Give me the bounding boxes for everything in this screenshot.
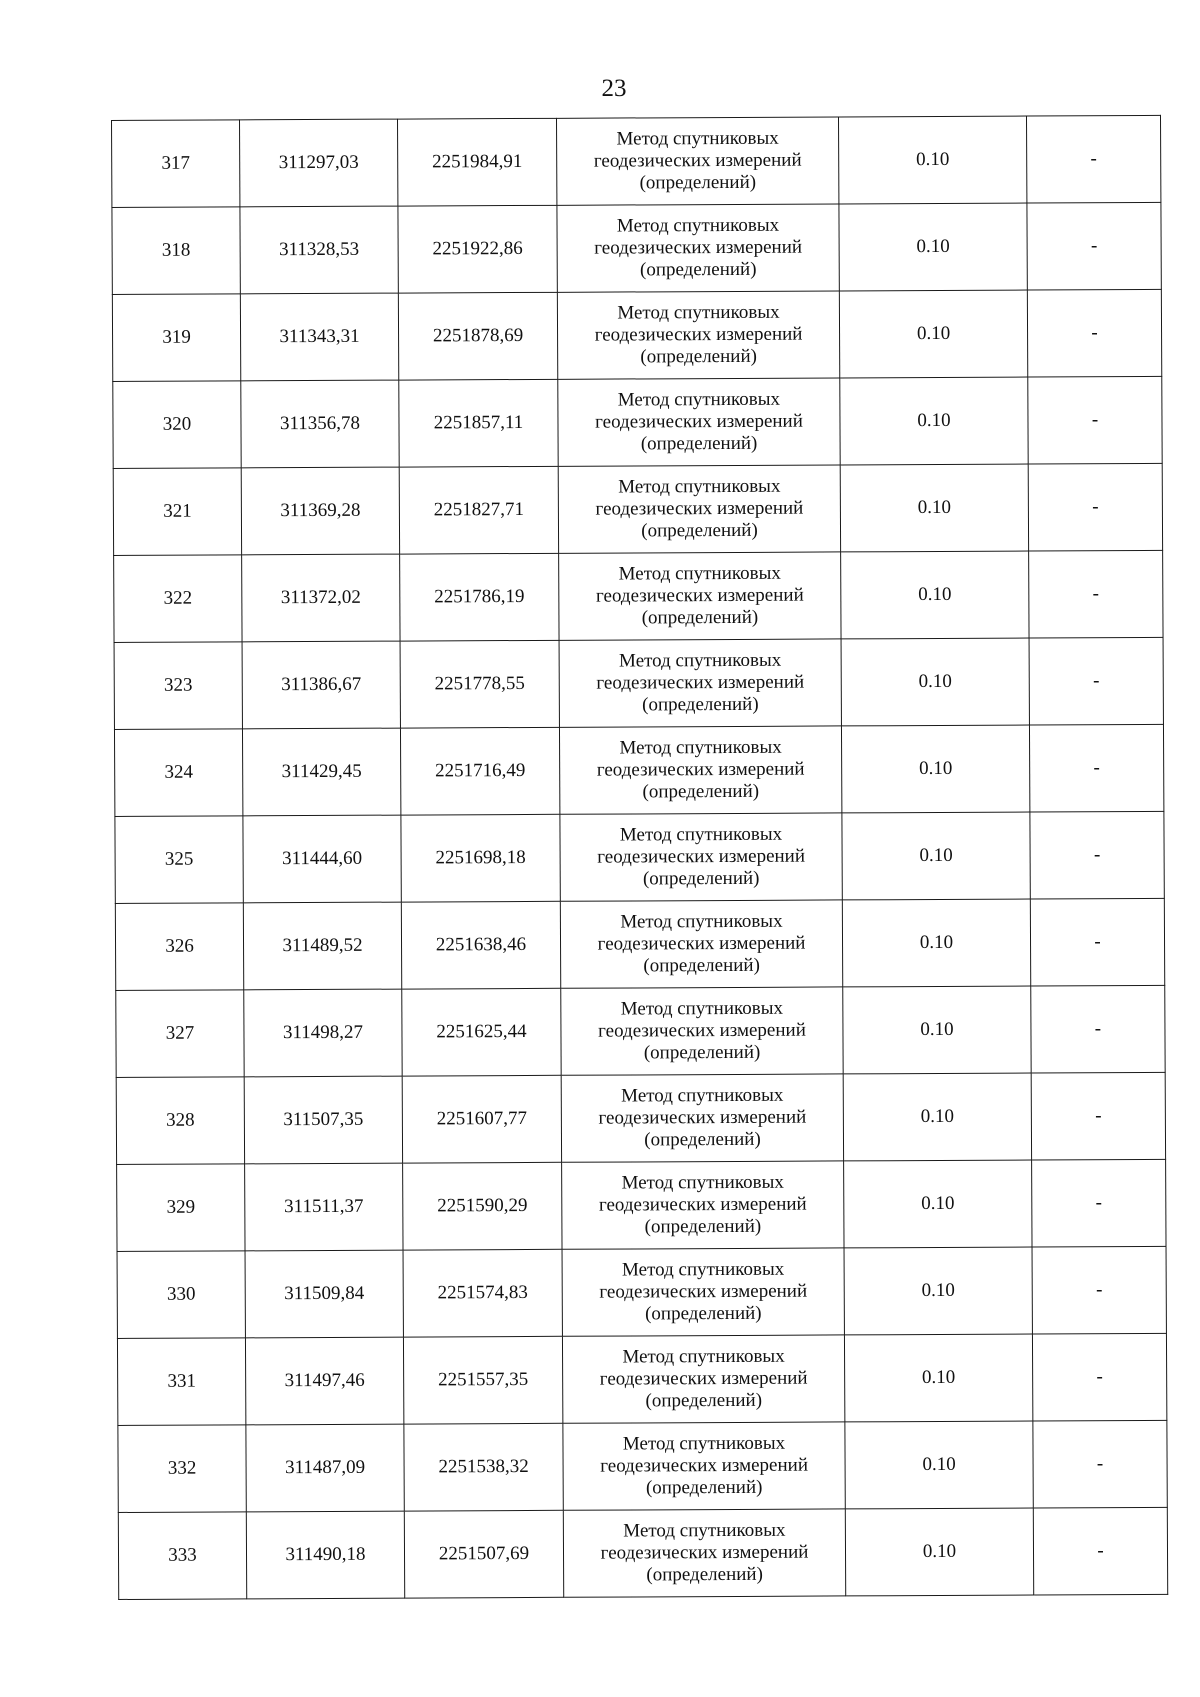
x-coordinate-cell: 311429,45 xyxy=(242,728,400,816)
method-line: геодезических измерений xyxy=(593,149,802,172)
method-cell xyxy=(559,726,841,814)
accuracy-cell: 0.10 xyxy=(844,1160,1032,1248)
method-line: Метод спутниковых xyxy=(622,1432,786,1455)
method-cell xyxy=(560,813,842,901)
y-coordinate-cell: 2251778,55 xyxy=(400,640,559,728)
method-line: геодезических измерений xyxy=(598,1019,806,1042)
point-number-cell: 324 xyxy=(114,729,242,817)
note-cell: - xyxy=(1027,289,1161,377)
accuracy-cell: 0.10 xyxy=(839,290,1027,378)
accuracy-cell: 0.10 xyxy=(843,1073,1031,1161)
method-cell xyxy=(558,465,840,553)
note-cell: - xyxy=(1029,724,1163,812)
note-cell: - xyxy=(1031,1072,1165,1160)
x-coordinate-cell: 311356,78 xyxy=(241,380,399,468)
method-line: Метод спутниковых xyxy=(618,649,782,672)
note-cell: - xyxy=(1029,637,1163,725)
y-coordinate-cell: 2251786,19 xyxy=(400,553,559,641)
table-row xyxy=(112,115,1161,207)
point-number-cell: 326 xyxy=(115,903,243,991)
accuracy-cell: 0.10 xyxy=(845,1508,1033,1596)
accuracy-cell: 0.10 xyxy=(843,986,1031,1074)
table-row xyxy=(113,463,1162,555)
point-number-cell: 327 xyxy=(116,990,244,1078)
method-line: (определений) xyxy=(642,867,760,890)
method-line: Метод спутниковых xyxy=(619,736,782,759)
note-cell: - xyxy=(1029,550,1163,638)
y-coordinate-cell: 2251857,11 xyxy=(399,379,558,467)
accuracy-cell: 0.10 xyxy=(840,377,1028,465)
method-line: Метод спутниковых xyxy=(618,562,781,585)
point-number-cell: 318 xyxy=(112,207,240,295)
method-line: Метод спутниковых xyxy=(616,214,780,237)
method-line: Метод спутниковых xyxy=(621,1258,785,1281)
method-line: геодезических измерений xyxy=(600,1454,809,1477)
method-line: Метод спутниковых xyxy=(617,388,781,411)
table-row xyxy=(116,985,1165,1077)
method-line: геодезических измерений xyxy=(600,1541,809,1564)
x-coordinate-cell: 311490,18 xyxy=(246,1511,404,1599)
note-cell: - xyxy=(1028,376,1162,464)
point-number-cell: 323 xyxy=(114,642,242,730)
method-line: Метод спутниковых xyxy=(621,1084,784,1107)
method-line: геодезических измерений xyxy=(594,236,803,259)
method-line: (определений) xyxy=(643,954,760,977)
y-coordinate-cell: 2251625,44 xyxy=(402,988,561,1076)
method-line: геодезических измерений xyxy=(595,584,804,607)
method-cell xyxy=(558,378,840,466)
y-coordinate-cell: 2251574,83 xyxy=(403,1249,562,1337)
method-line: (определений) xyxy=(645,1476,763,1499)
method-cell xyxy=(562,1248,844,1336)
point-number-cell: 320 xyxy=(113,381,241,469)
y-coordinate-cell: 2251827,71 xyxy=(399,466,558,554)
method-line: (определений) xyxy=(646,1563,763,1586)
coordinates-table-body xyxy=(112,115,1168,1599)
method-line: Метод спутниковых xyxy=(618,475,781,498)
point-number-cell: 317 xyxy=(112,120,240,208)
method-cell xyxy=(557,204,839,292)
y-coordinate-cell: 2251984,91 xyxy=(397,118,556,206)
point-number-cell: 333 xyxy=(118,1512,246,1600)
method-line: геодезических измерений xyxy=(598,1193,807,1216)
y-coordinate-cell: 2251557,35 xyxy=(403,1336,562,1424)
x-coordinate-cell: 311509,84 xyxy=(245,1250,403,1338)
method-line: геодезических измерений xyxy=(595,497,804,520)
point-number-cell: 331 xyxy=(117,1338,245,1426)
note-cell: - xyxy=(1027,202,1161,290)
y-coordinate-cell: 2251507,69 xyxy=(404,1510,563,1598)
note-cell: - xyxy=(1026,115,1160,203)
table-row xyxy=(118,1507,1167,1599)
method-line: (определений) xyxy=(642,693,759,716)
coordinates-table xyxy=(111,115,1168,1600)
note-cell: - xyxy=(1032,1246,1166,1334)
table-row xyxy=(115,811,1164,903)
note-cell: - xyxy=(1032,1333,1166,1421)
point-number-cell: 330 xyxy=(117,1251,245,1339)
y-coordinate-cell: 2251698,18 xyxy=(401,814,560,902)
method-line: (определений) xyxy=(641,606,759,629)
method-cell xyxy=(563,1509,845,1597)
method-line: геодезических измерений xyxy=(594,323,803,346)
method-line: (определений) xyxy=(639,258,757,281)
x-coordinate-cell: 311386,67 xyxy=(242,641,400,729)
method-cell xyxy=(561,1074,843,1162)
method-line: (определений) xyxy=(643,1041,761,1064)
table-row xyxy=(112,289,1161,381)
x-coordinate-cell: 311497,46 xyxy=(245,1337,403,1425)
accuracy-cell: 0.10 xyxy=(841,551,1029,639)
method-cell xyxy=(556,117,838,205)
accuracy-cell: 0.10 xyxy=(838,116,1026,204)
method-line: (определений) xyxy=(640,432,758,455)
point-number-cell: 325 xyxy=(115,816,243,904)
y-coordinate-cell: 2251638,46 xyxy=(401,901,560,989)
note-cell: - xyxy=(1030,898,1164,986)
table-row xyxy=(117,1246,1166,1338)
method-cell xyxy=(561,987,843,1075)
table-row xyxy=(118,1420,1167,1512)
y-coordinate-cell: 2251878,69 xyxy=(398,292,557,380)
method-line: Метод спутниковых xyxy=(623,1519,786,1542)
note-cell: - xyxy=(1032,1159,1166,1247)
method-line: геодезических измерений xyxy=(595,410,803,433)
method-line: (определений) xyxy=(639,171,757,194)
method-line: геодезических измерений xyxy=(596,758,805,781)
point-number-cell: 322 xyxy=(114,555,242,643)
accuracy-cell: 0.10 xyxy=(841,638,1029,726)
method-line: Метод спутниковых xyxy=(620,910,783,933)
method-cell xyxy=(559,552,841,640)
method-cell xyxy=(557,291,839,379)
table-row xyxy=(117,1333,1166,1425)
x-coordinate-cell: 311297,03 xyxy=(240,119,398,207)
table-row xyxy=(113,376,1162,468)
accuracy-cell: 0.10 xyxy=(844,1334,1032,1422)
table-row xyxy=(117,1159,1166,1251)
table-row xyxy=(116,1072,1165,1164)
accuracy-cell: 0.10 xyxy=(839,203,1027,291)
page-number: 23 xyxy=(601,75,627,102)
point-number-cell: 329 xyxy=(117,1164,245,1252)
method-cell xyxy=(560,900,842,988)
method-line: Метод спутниковых xyxy=(619,823,783,846)
y-coordinate-cell: 2251590,29 xyxy=(403,1162,562,1250)
table-row xyxy=(115,898,1164,990)
method-line: геодезических измерений xyxy=(596,671,805,694)
method-line: геодезических измерений xyxy=(597,845,806,868)
table-row xyxy=(114,637,1163,729)
method-line: геодезических измерений xyxy=(597,932,806,955)
method-line: (определений) xyxy=(644,1215,762,1238)
x-coordinate-cell: 311444,60 xyxy=(243,815,401,903)
x-coordinate-cell: 311343,31 xyxy=(240,293,398,381)
accuracy-cell: 0.10 xyxy=(842,812,1030,900)
method-line: (определений) xyxy=(640,345,757,368)
accuracy-cell: 0.10 xyxy=(841,725,1029,813)
method-line: геодезических измерений xyxy=(598,1106,807,1129)
method-line: Метод спутниковых xyxy=(622,1345,785,1368)
method-line: Метод спутниковых xyxy=(620,997,784,1020)
y-coordinate-cell: 2251607,77 xyxy=(402,1075,561,1163)
table-row xyxy=(114,724,1163,816)
method-line: (определений) xyxy=(644,1128,761,1151)
table-row xyxy=(112,202,1161,294)
note-cell: - xyxy=(1031,985,1165,1073)
y-coordinate-cell: 2251716,49 xyxy=(400,727,559,815)
x-coordinate-cell: 311511,37 xyxy=(245,1163,403,1251)
method-line: (определений) xyxy=(645,1302,762,1325)
note-cell: - xyxy=(1033,1420,1167,1508)
x-coordinate-cell: 311372,02 xyxy=(242,554,400,642)
x-coordinate-cell: 311369,28 xyxy=(241,467,399,555)
method-cell xyxy=(562,1335,844,1423)
x-coordinate-cell: 311498,27 xyxy=(244,989,402,1077)
accuracy-cell: 0.10 xyxy=(842,899,1030,987)
note-cell: - xyxy=(1033,1507,1167,1595)
accuracy-cell: 0.10 xyxy=(844,1247,1032,1335)
accuracy-cell: 0.10 xyxy=(845,1421,1033,1509)
method-line: (определений) xyxy=(641,519,758,542)
method-cell xyxy=(562,1161,844,1249)
note-cell: - xyxy=(1030,811,1164,899)
x-coordinate-cell: 311507,35 xyxy=(244,1076,402,1164)
x-coordinate-cell: 311489,52 xyxy=(243,902,401,990)
x-coordinate-cell: 311487,09 xyxy=(246,1424,404,1512)
y-coordinate-cell: 2251538,32 xyxy=(404,1423,563,1511)
method-line: (определений) xyxy=(645,1389,763,1412)
method-line: Метод спутниковых xyxy=(617,301,780,324)
accuracy-cell: 0.10 xyxy=(840,464,1028,552)
point-number-cell: 321 xyxy=(113,468,241,556)
note-cell: - xyxy=(1028,463,1162,551)
point-number-cell: 319 xyxy=(112,294,240,382)
method-cell xyxy=(563,1422,845,1510)
method-cell xyxy=(559,639,841,727)
method-line: геодезических измерений xyxy=(599,1280,808,1303)
y-coordinate-cell: 2251922,86 xyxy=(398,205,557,293)
method-line: геодезических измерений xyxy=(599,1367,808,1390)
method-line: Метод спутниковых xyxy=(621,1171,784,1194)
x-coordinate-cell: 311328,53 xyxy=(240,206,398,294)
table-row xyxy=(114,550,1163,642)
point-number-cell: 328 xyxy=(116,1077,244,1165)
method-line: Метод спутниковых xyxy=(616,127,779,150)
point-number-cell: 332 xyxy=(118,1425,246,1513)
method-line: (определений) xyxy=(642,780,760,803)
